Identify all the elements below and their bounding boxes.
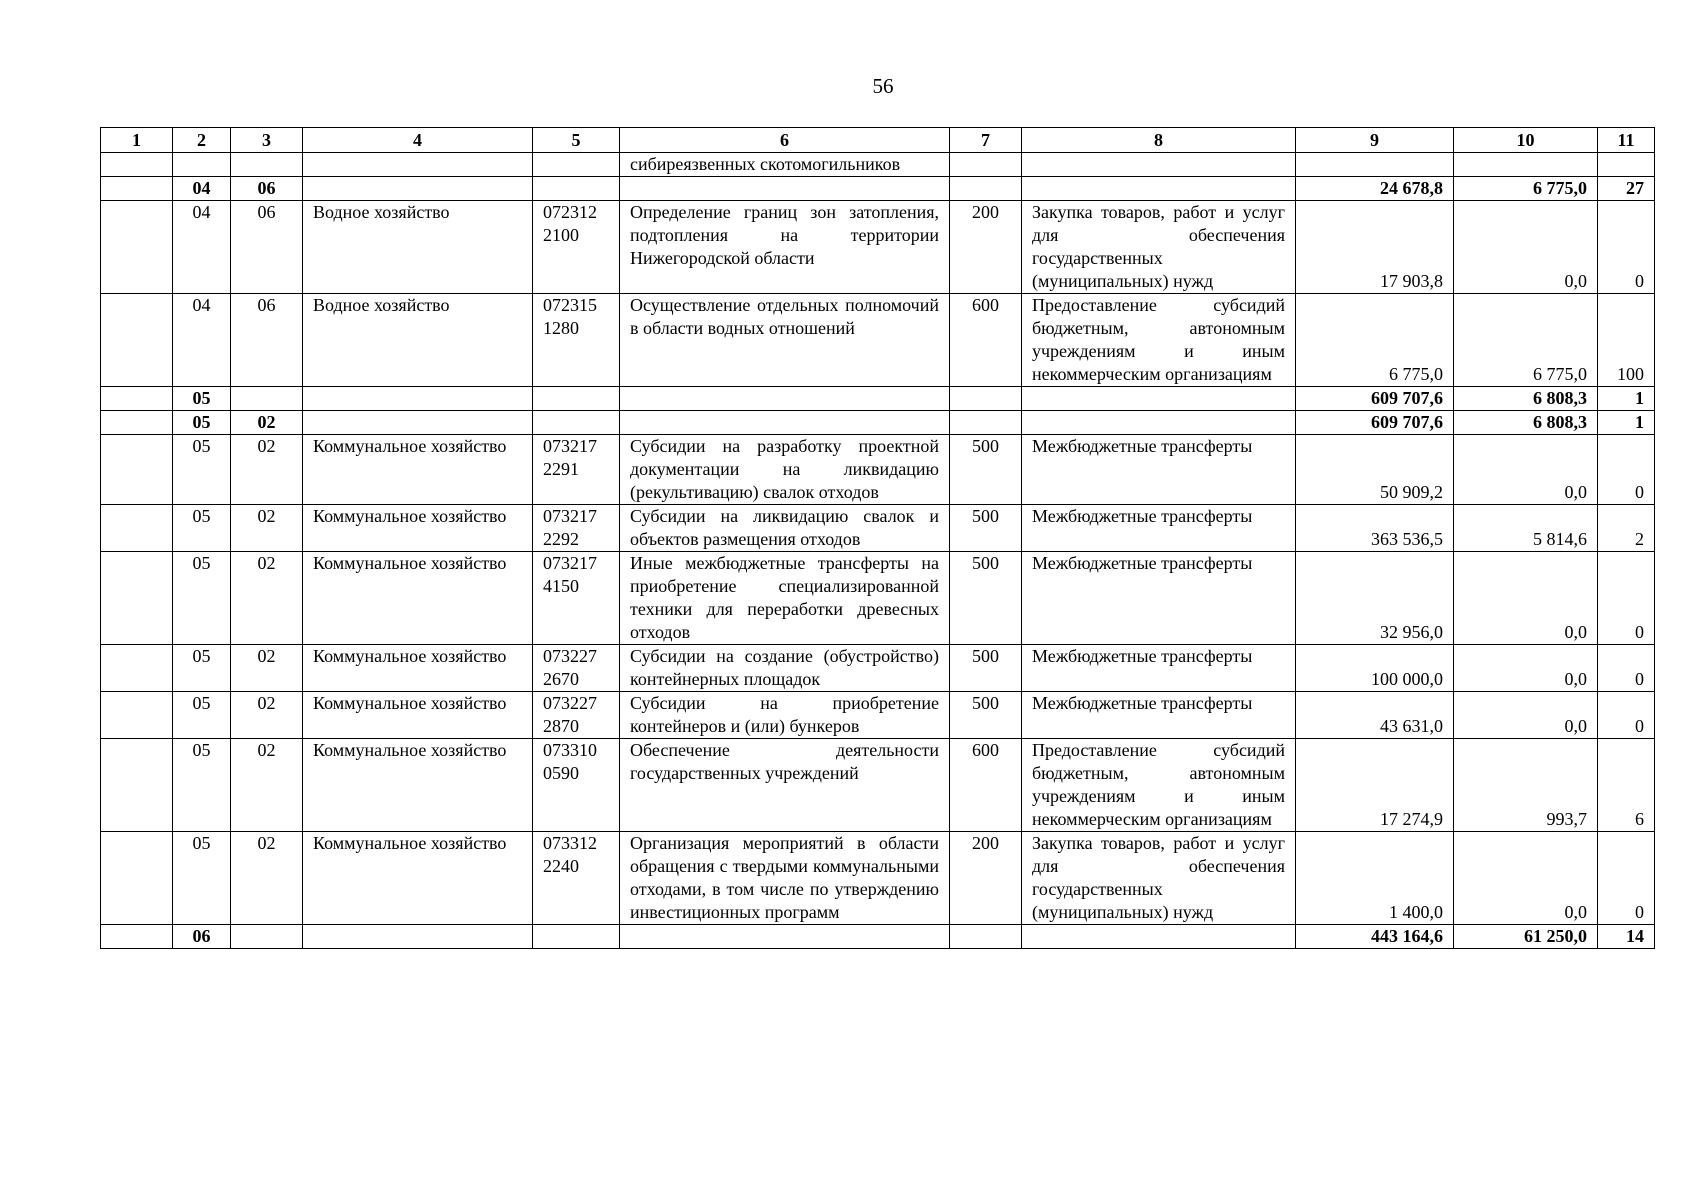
column-header: 3 <box>231 128 303 153</box>
cell-col1 <box>101 411 173 435</box>
cell-branch <box>303 294 533 387</box>
cell-purpose <box>620 552 950 645</box>
table-subtotal-row <box>101 411 1655 435</box>
cell-amount-plan <box>1296 201 1454 294</box>
cell-purpose <box>620 692 950 739</box>
table-row <box>101 201 1655 294</box>
cell-purpose <box>620 411 950 435</box>
cell-section-text: 05 <box>192 646 211 666</box>
cell-expense-type <box>950 552 1022 645</box>
cell-purpose-text: сибиреязвенных скотомогильников <box>630 154 901 174</box>
cell-expense-type-text: 200 <box>972 833 999 853</box>
cell-amount-plan-text: 32 956,0 <box>1380 622 1443 642</box>
cell-expense-type-text: 600 <box>972 295 999 315</box>
cell-purpose <box>620 645 950 692</box>
cell-expense-type-name-text: Межбюджетные трансферты <box>1032 693 1253 713</box>
cell-amount-plan <box>1296 387 1454 411</box>
cell-percent-text: 27 <box>1626 178 1644 198</box>
table-row <box>101 645 1655 692</box>
cell-purpose-text: Обеспечение деятельности государственных учреждений <box>630 740 939 783</box>
cell-section <box>173 411 231 435</box>
cell-target-code <box>533 387 620 411</box>
cell-expense-type-name-text: Межбюджетные трансферты <box>1032 436 1253 456</box>
table-row <box>101 832 1655 925</box>
cell-percent-text: 0 <box>1635 716 1644 736</box>
cell-expense-type-name <box>1022 294 1296 387</box>
cell-amount-actual-text: 0,0 <box>1564 622 1587 642</box>
cell-purpose <box>620 435 950 505</box>
cell-section <box>173 153 231 177</box>
cell-amount-plan-text: 1 400,0 <box>1389 902 1443 922</box>
cell-branch <box>303 505 533 552</box>
cell-amount-actual <box>1454 411 1598 435</box>
cell-purpose-text: Субсидии на разработку проектной документации на ликвидацию (рекультивацию) свалок отходов <box>630 436 939 502</box>
cell-branch-text: Коммунальное хозяйство <box>313 436 507 456</box>
budget-table <box>100 127 1655 949</box>
cell-col1 <box>101 201 173 294</box>
cell-branch-text: Коммунальное хозяйство <box>313 506 507 526</box>
cell-col1 <box>101 692 173 739</box>
cell-target-code-text: 072312 2100 <box>543 202 597 245</box>
cell-purpose-text: Иные межбюджетные трансферты на приобретение специализированной техники для переработки древесных отходов <box>630 553 939 642</box>
cell-purpose-text: Субсидии на приобретение контейнеров и (или) бункеров <box>630 693 939 736</box>
cell-section-text: 05 <box>192 412 211 432</box>
cell-branch-text: Водное хозяйство <box>313 295 450 315</box>
cell-subsection-text: 06 <box>257 202 276 222</box>
cell-amount-actual <box>1454 925 1598 949</box>
cell-branch <box>303 645 533 692</box>
cell-amount-actual-text: 0,0 <box>1564 902 1587 922</box>
cell-expense-type <box>950 201 1022 294</box>
cell-subsection <box>231 435 303 505</box>
cell-amount-plan-text: 43 631,0 <box>1380 716 1443 736</box>
cell-section <box>173 387 231 411</box>
cell-amount-actual <box>1454 692 1598 739</box>
cell-percent-text: 1 <box>1635 388 1644 408</box>
table-row <box>101 692 1655 739</box>
cell-amount-actual <box>1454 201 1598 294</box>
cell-col1 <box>101 552 173 645</box>
cell-section-text: 06 <box>192 926 211 946</box>
cell-branch-text: Коммунальное хозяйство <box>313 833 507 853</box>
column-header: 7 <box>950 128 1022 153</box>
cell-subsection-text: 02 <box>257 506 276 526</box>
cell-percent-text: 1 <box>1635 412 1644 432</box>
cell-amount-actual-text: 0,0 <box>1564 669 1587 689</box>
cell-amount-actual-text: 0,0 <box>1564 482 1587 502</box>
cell-amount-plan-text: 6 775,0 <box>1389 364 1443 384</box>
cell-section-text: 05 <box>192 833 211 853</box>
cell-purpose <box>620 177 950 201</box>
cell-percent <box>1598 552 1655 645</box>
cell-section <box>173 177 231 201</box>
cell-purpose-text: Определение границ зон затопления, подтопления на территории Нижегородской области <box>630 202 939 268</box>
cell-branch <box>303 925 533 949</box>
cell-amount-plan <box>1296 925 1454 949</box>
cell-target-code-text: 073217 2291 <box>543 436 597 479</box>
cell-expense-type-text: 500 <box>972 506 999 526</box>
cell-col1 <box>101 645 173 692</box>
cell-section <box>173 201 231 294</box>
cell-branch <box>303 153 533 177</box>
cell-subsection <box>231 177 303 201</box>
cell-expense-type-name <box>1022 552 1296 645</box>
cell-target-code <box>533 435 620 505</box>
cell-expense-type <box>950 435 1022 505</box>
cell-expense-type-name <box>1022 739 1296 832</box>
cell-purpose <box>620 201 950 294</box>
cell-amount-plan-text: 100 000,0 <box>1371 669 1443 689</box>
cell-percent <box>1598 505 1655 552</box>
cell-target-code <box>533 692 620 739</box>
cell-subsection-text: 06 <box>257 178 276 198</box>
page-number: 56 <box>872 74 894 98</box>
column-header: 10 <box>1454 128 1598 153</box>
cell-amount-plan-text: 443 164,6 <box>1371 926 1443 946</box>
cell-expense-type-name <box>1022 435 1296 505</box>
cell-section <box>173 692 231 739</box>
cell-percent <box>1598 201 1655 294</box>
cell-expense-type-text: 200 <box>972 202 999 222</box>
cell-branch <box>303 411 533 435</box>
cell-subsection-text: 02 <box>257 693 276 713</box>
cell-subsection-text: 02 <box>257 436 276 456</box>
cell-amount-actual <box>1454 177 1598 201</box>
table-row <box>101 505 1655 552</box>
cell-col1 <box>101 739 173 832</box>
cell-purpose-text: Организация мероприятий в области обращения с твердыми коммунальными отходами, в том числе по утверждению инвестиционных программ <box>630 833 939 922</box>
table-row <box>101 552 1655 645</box>
cell-section <box>173 739 231 832</box>
cell-amount-plan <box>1296 411 1454 435</box>
cell-amount-plan-text: 17 274,9 <box>1380 809 1443 829</box>
cell-subsection <box>231 411 303 435</box>
cell-target-code <box>533 645 620 692</box>
cell-amount-plan <box>1296 505 1454 552</box>
cell-target-code-text: 073227 2870 <box>543 693 597 736</box>
cell-percent-text: 14 <box>1626 926 1644 946</box>
cell-section <box>173 925 231 949</box>
cell-percent <box>1598 294 1655 387</box>
cell-subsection <box>231 294 303 387</box>
cell-amount-plan <box>1296 294 1454 387</box>
cell-expense-type-text: 500 <box>972 553 999 573</box>
table-subtotal-row <box>101 925 1655 949</box>
cell-expense-type-name <box>1022 692 1296 739</box>
cell-expense-type <box>950 153 1022 177</box>
column-header: 6 <box>620 128 950 153</box>
cell-amount-actual <box>1454 645 1598 692</box>
column-header: 8 <box>1022 128 1296 153</box>
cell-expense-type-name <box>1022 925 1296 949</box>
cell-amount-actual <box>1454 294 1598 387</box>
cell-target-code <box>533 505 620 552</box>
cell-percent-text: 0 <box>1635 669 1644 689</box>
cell-amount-plan <box>1296 153 1454 177</box>
cell-subsection-text: 06 <box>257 295 276 315</box>
cell-expense-type-name <box>1022 153 1296 177</box>
cell-branch <box>303 201 533 294</box>
cell-amount-actual <box>1454 739 1598 832</box>
cell-percent <box>1598 739 1655 832</box>
cell-section-text: 04 <box>192 178 211 198</box>
cell-expense-type-name <box>1022 505 1296 552</box>
cell-amount-actual <box>1454 832 1598 925</box>
column-header: 1 <box>101 128 173 153</box>
cell-target-code-text: 073227 2670 <box>543 646 597 689</box>
cell-target-code-text: 073312 2240 <box>543 833 597 876</box>
cell-expense-type-name-text: Межбюджетные трансферты <box>1032 553 1253 573</box>
cell-col1 <box>101 925 173 949</box>
cell-section <box>173 832 231 925</box>
cell-amount-actual <box>1454 387 1598 411</box>
cell-branch <box>303 387 533 411</box>
cell-purpose <box>620 294 950 387</box>
cell-col1 <box>101 294 173 387</box>
cell-branch-text: Коммунальное хозяйство <box>313 693 507 713</box>
cell-expense-type-text: 500 <box>972 436 999 456</box>
cell-purpose-text: Осуществление отдельных полномочий в области водных отношений <box>630 295 939 338</box>
cell-expense-type <box>950 692 1022 739</box>
cell-purpose <box>620 739 950 832</box>
cell-amount-plan-text: 609 707,6 <box>1371 412 1443 432</box>
table-row <box>101 435 1655 505</box>
cell-amount-plan <box>1296 552 1454 645</box>
cell-branch <box>303 435 533 505</box>
cell-purpose <box>620 925 950 949</box>
cell-col1 <box>101 435 173 505</box>
cell-subsection-text: 02 <box>257 646 276 666</box>
cell-target-code <box>533 201 620 294</box>
cell-expense-type <box>950 832 1022 925</box>
cell-target-code <box>533 294 620 387</box>
cell-amount-plan <box>1296 692 1454 739</box>
cell-expense-type-name <box>1022 411 1296 435</box>
cell-amount-plan-text: 50 909,2 <box>1380 482 1443 502</box>
cell-section-text: 05 <box>192 693 211 713</box>
cell-branch <box>303 552 533 645</box>
cell-amount-actual-text: 61 250,0 <box>1524 926 1587 946</box>
cell-target-code <box>533 739 620 832</box>
cell-amount-actual <box>1454 153 1598 177</box>
cell-amount-actual-text: 6 775,0 <box>1533 178 1587 198</box>
cell-expense-type-text: 500 <box>972 646 999 666</box>
cell-subsection <box>231 505 303 552</box>
cell-expense-type-name-text: Закупка товаров, работ и услуг для обеспечения государственных (муниципальных) нужд <box>1032 202 1285 291</box>
cell-expense-type-name-text: Предоставление субсидий бюджетным, автономным учреждениям и иным некоммерческим организациям <box>1032 740 1285 829</box>
cell-percent <box>1598 435 1655 505</box>
cell-col1 <box>101 153 173 177</box>
cell-target-code <box>533 153 620 177</box>
cell-percent <box>1598 411 1655 435</box>
cell-percent-text: 2 <box>1635 529 1644 549</box>
cell-expense-type <box>950 739 1022 832</box>
table-body <box>101 128 1655 949</box>
cell-subsection <box>231 832 303 925</box>
cell-target-code-text: 073217 4150 <box>543 553 597 596</box>
table-row <box>101 739 1655 832</box>
cell-expense-type-name <box>1022 387 1296 411</box>
cell-percent-text: 0 <box>1635 622 1644 642</box>
cell-target-code <box>533 177 620 201</box>
column-header: 4 <box>303 128 533 153</box>
cell-amount-plan <box>1296 435 1454 505</box>
cell-expense-type <box>950 294 1022 387</box>
cell-section <box>173 645 231 692</box>
cell-section-text: 05 <box>192 506 211 526</box>
cell-expense-type-text: 500 <box>972 693 999 713</box>
cell-amount-actual-text: 5 814,6 <box>1533 529 1587 549</box>
cell-target-code <box>533 925 620 949</box>
cell-percent-text: 6 <box>1635 809 1644 829</box>
cell-expense-type-name <box>1022 832 1296 925</box>
cell-purpose <box>620 387 950 411</box>
column-header: 2 <box>173 128 231 153</box>
cell-percent <box>1598 692 1655 739</box>
cell-section-text: 04 <box>192 202 211 222</box>
cell-purpose <box>620 505 950 552</box>
cell-amount-plan <box>1296 177 1454 201</box>
cell-branch <box>303 739 533 832</box>
cell-col1 <box>101 505 173 552</box>
cell-subsection <box>231 925 303 949</box>
table-row <box>101 294 1655 387</box>
cell-amount-plan <box>1296 645 1454 692</box>
cell-amount-plan-text: 609 707,6 <box>1371 388 1443 408</box>
cell-section <box>173 435 231 505</box>
cell-percent-text: 100 <box>1617 364 1644 384</box>
cell-percent <box>1598 832 1655 925</box>
cell-expense-type-name <box>1022 201 1296 294</box>
cell-amount-actual-text: 0,0 <box>1564 271 1587 291</box>
cell-expense-type <box>950 645 1022 692</box>
cell-section <box>173 552 231 645</box>
cell-branch <box>303 692 533 739</box>
column-header: 11 <box>1598 128 1655 153</box>
cell-subsection <box>231 552 303 645</box>
cell-percent-text: 0 <box>1635 482 1644 502</box>
cell-percent <box>1598 387 1655 411</box>
cell-subsection <box>231 153 303 177</box>
cell-section-text: 05 <box>192 740 211 760</box>
cell-purpose-text: Субсидии на создание (обустройство) контейнерных площадок <box>630 646 939 689</box>
cell-subsection <box>231 387 303 411</box>
cell-section-text: 05 <box>192 388 211 408</box>
cell-amount-actual <box>1454 435 1598 505</box>
cell-subsection <box>231 739 303 832</box>
cell-percent <box>1598 925 1655 949</box>
cell-percent-text: 0 <box>1635 271 1644 291</box>
cell-amount-plan-text: 363 536,5 <box>1371 529 1443 549</box>
cell-amount-actual-text: 993,7 <box>1546 809 1587 829</box>
cell-percent <box>1598 177 1655 201</box>
cell-amount-actual <box>1454 552 1598 645</box>
cell-percent <box>1598 645 1655 692</box>
cell-section-text: 04 <box>192 295 211 315</box>
cell-amount-plan-text: 17 903,8 <box>1380 271 1443 291</box>
cell-purpose <box>620 153 950 177</box>
cell-expense-type-name-text: Межбюджетные трансферты <box>1032 506 1253 526</box>
cell-branch-text: Коммунальное хозяйство <box>313 553 507 573</box>
cell-amount-actual-text: 6 775,0 <box>1533 364 1587 384</box>
cell-target-code <box>533 411 620 435</box>
cell-target-code <box>533 832 620 925</box>
cell-amount-plan-text: 24 678,8 <box>1380 178 1443 198</box>
cell-expense-type-name-text: Межбюджетные трансферты <box>1032 646 1253 666</box>
cell-expense-type <box>950 387 1022 411</box>
cell-expense-type-name <box>1022 645 1296 692</box>
cell-section <box>173 294 231 387</box>
cell-expense-type <box>950 505 1022 552</box>
cell-subsection <box>231 692 303 739</box>
cell-section-text: 05 <box>192 436 211 456</box>
cell-expense-type <box>950 177 1022 201</box>
cell-expense-type <box>950 411 1022 435</box>
table-subtotal-row <box>101 177 1655 201</box>
cell-amount-plan <box>1296 739 1454 832</box>
cell-purpose-text: Субсидии на ликвидацию свалок и объектов размещения отходов <box>630 506 939 549</box>
cell-col1 <box>101 177 173 201</box>
cell-subsection <box>231 201 303 294</box>
cell-percent <box>1598 153 1655 177</box>
cell-branch <box>303 177 533 201</box>
cell-branch-text: Коммунальное хозяйство <box>313 740 507 760</box>
table-subtotal-row <box>101 387 1655 411</box>
cell-amount-actual-text: 6 808,3 <box>1533 388 1587 408</box>
cell-expense-type-text: 600 <box>972 740 999 760</box>
cell-expense-type-name-text: Предоставление субсидий бюджетным, автономным учреждениям и иным некоммерческим организациям <box>1032 295 1285 384</box>
cell-target-code-text: 073310 0590 <box>543 740 597 783</box>
cell-branch-text: Водное хозяйство <box>313 202 450 222</box>
cell-amount-actual-text: 6 808,3 <box>1533 412 1587 432</box>
cell-branch-text: Коммунальное хозяйство <box>313 646 507 666</box>
cell-section <box>173 505 231 552</box>
column-header: 9 <box>1296 128 1454 153</box>
cell-subsection <box>231 645 303 692</box>
cell-subsection-text: 02 <box>257 740 276 760</box>
cell-expense-type-name <box>1022 177 1296 201</box>
cell-subsection-text: 02 <box>257 833 276 853</box>
table-header-row <box>101 128 1655 153</box>
cell-branch <box>303 832 533 925</box>
cell-expense-type-name-text: Закупка товаров, работ и услуг для обеспечения государственных (муниципальных) нужд <box>1032 833 1285 922</box>
cell-purpose <box>620 832 950 925</box>
cell-subsection-text: 02 <box>257 553 276 573</box>
cell-amount-actual-text: 0,0 <box>1564 716 1587 736</box>
cell-amount-actual <box>1454 505 1598 552</box>
cell-expense-type <box>950 925 1022 949</box>
cell-target-code <box>533 552 620 645</box>
column-header: 5 <box>533 128 620 153</box>
cell-target-code-text: 073217 2292 <box>543 506 597 549</box>
cell-percent-text: 0 <box>1635 902 1644 922</box>
cell-amount-plan <box>1296 832 1454 925</box>
table-row <box>101 153 1655 177</box>
cell-section-text: 05 <box>192 553 211 573</box>
cell-target-code-text: 072315 1280 <box>543 295 597 338</box>
cell-col1 <box>101 832 173 925</box>
cell-subsection-text: 02 <box>257 412 276 432</box>
cell-col1 <box>101 387 173 411</box>
